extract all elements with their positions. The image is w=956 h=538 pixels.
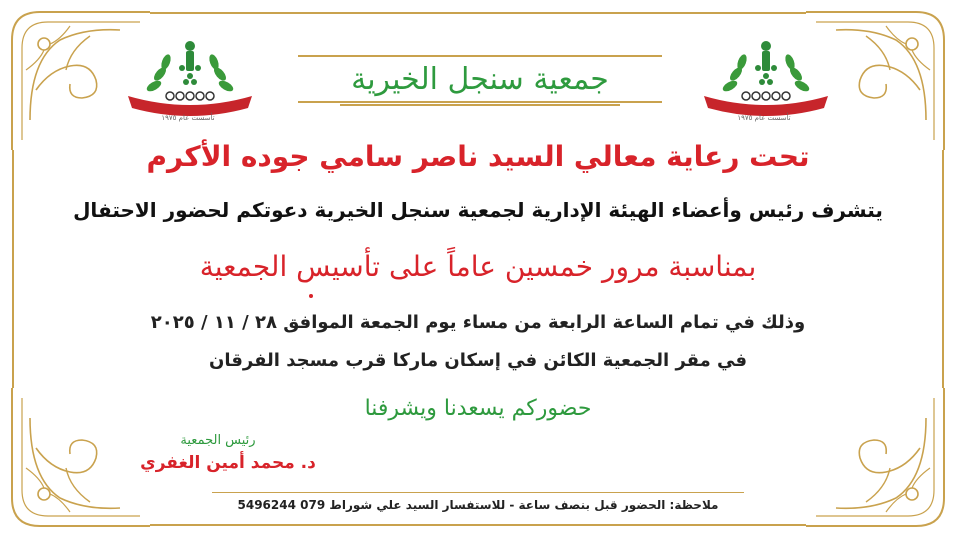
logo-est-text: تأسست عام ١٩٧٥ (737, 114, 791, 122)
title-underline (340, 104, 620, 106)
location-line: في مقر الجمعية الكائن في إسكان ماركا قرب مسجد الفرقان (208, 350, 748, 371)
society-logo-icon (696, 34, 836, 124)
signature-name: د. محمد أمين الغفري (140, 453, 316, 473)
org-title-box (298, 55, 662, 103)
invitation-line: يتشرف رئيس وأعضاء الهيئة الإدارية لجمعية سنجل الخيرية دعوتكم لحضور الاحتفال (73, 198, 883, 222)
closing-line: حضوركم يسعدنا ويشرفنا (364, 396, 592, 421)
frame-left-line (12, 150, 14, 388)
logo-est-text: تأسست عام ١٩٧٥ (161, 114, 215, 122)
society-logo-icon (120, 34, 260, 124)
note-divider (212, 492, 744, 493)
frame-bottom-line (150, 524, 806, 526)
frame-top-line (150, 12, 806, 14)
signature-title: رئيس الجمعية (180, 433, 256, 448)
frame-right-line (942, 150, 944, 388)
patronage-line: تحت رعاية معالي السيد ناصر سامي جوده الأكرم (146, 140, 810, 173)
decorative-dot (309, 294, 313, 298)
datetime-line: وذلك في تمام الساعة الرابعة من مساء يوم الجمعة الموافق ٢٨ / ١١ / ٢٠٢٥ (150, 312, 806, 333)
occasion-line: بمناسبة مرور خمسين عاماً على تأسيس الجمعية (199, 250, 757, 283)
org-title: جمعية سنجل الخيرية (351, 61, 609, 97)
footer-note: ملاحظة: الحضور قبل بنصف ساعة - للاستفسار السيد علي شوراط 079 5496244 (237, 498, 719, 512)
